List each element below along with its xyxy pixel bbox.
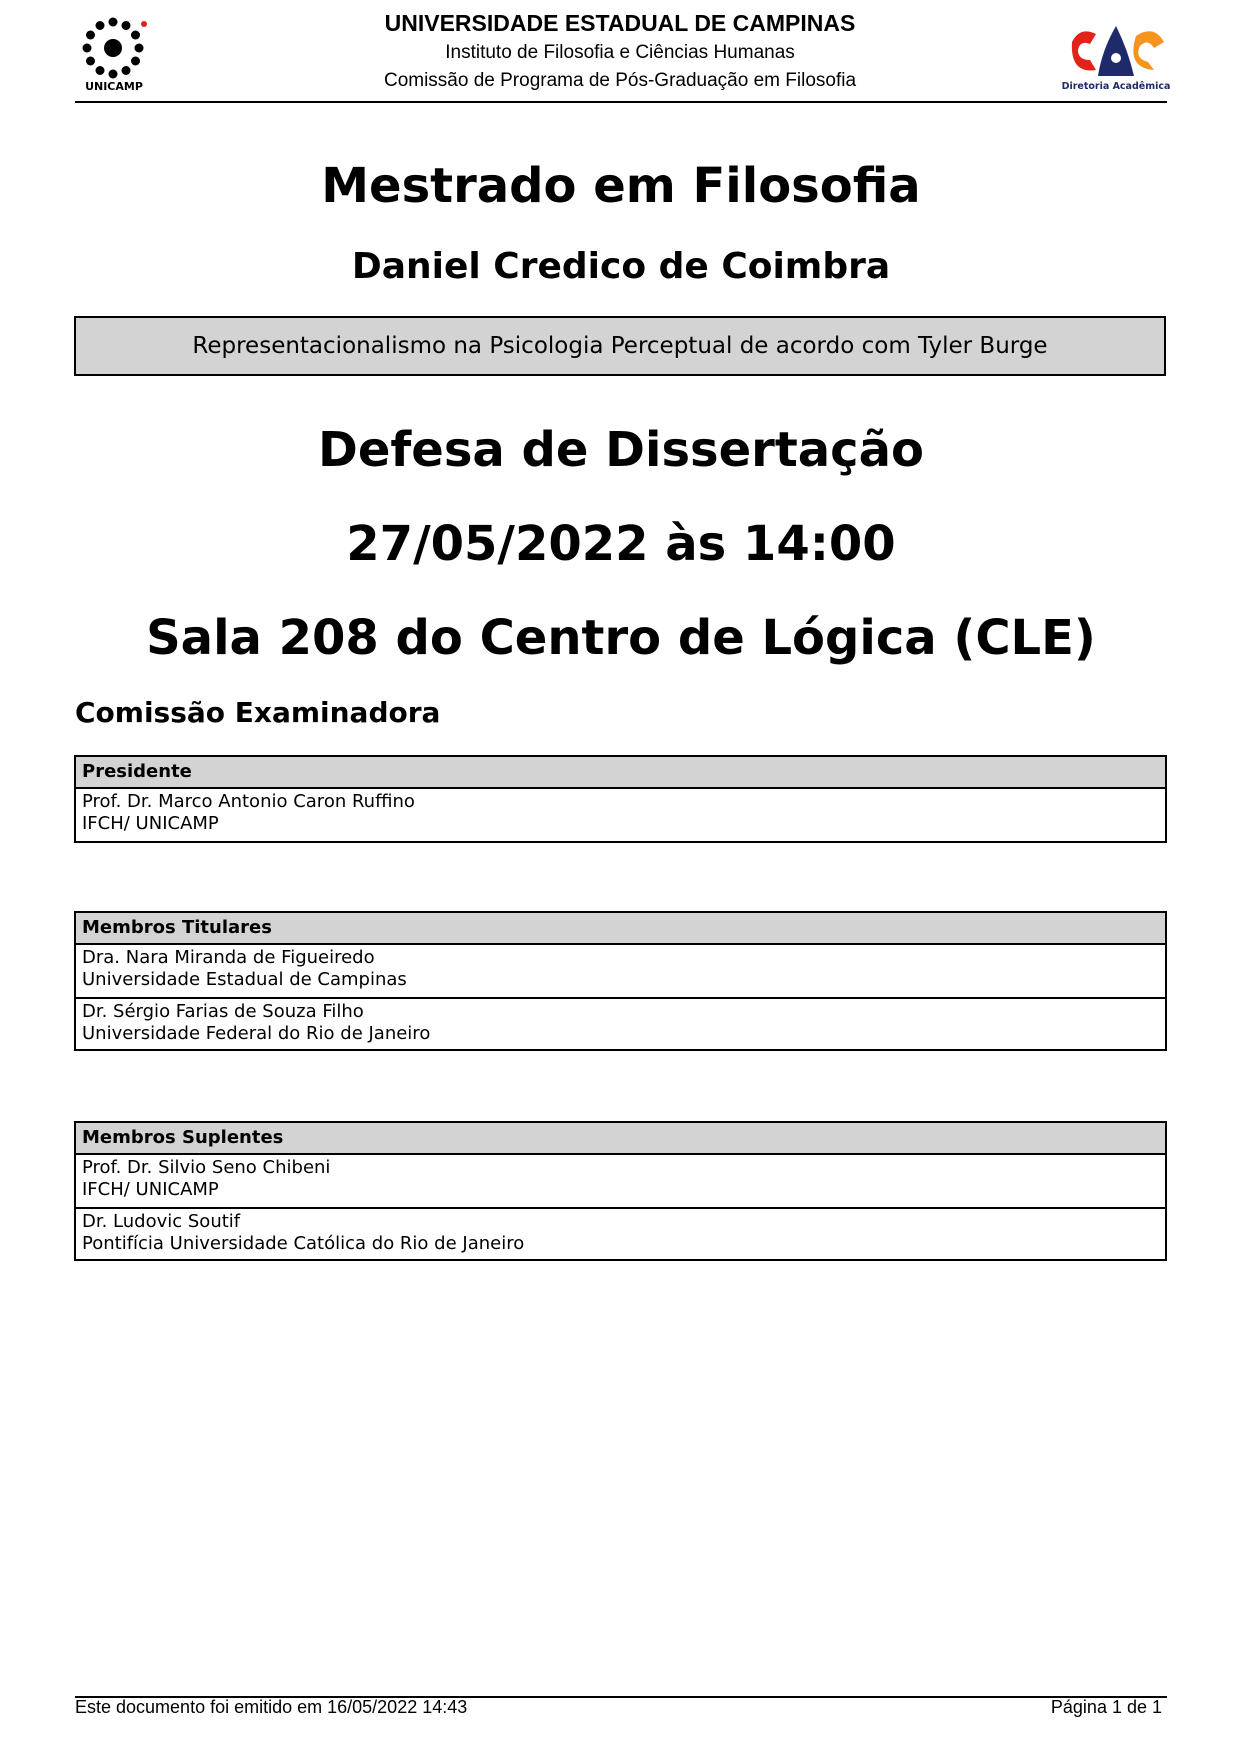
member-institution: IFCH/ UNICAMP xyxy=(82,1179,219,1200)
suplentes-table xyxy=(74,1121,1167,1261)
institute-name: Instituto de Filosofia e Ciências Humanas xyxy=(445,42,795,63)
table-row xyxy=(76,789,1165,841)
member-name: Dr. Ludovic Soutif xyxy=(82,1211,241,1232)
thesis-title-box: Representacionalismo na Psicologia Perceptual de acordo com Tyler Burge xyxy=(74,316,1166,376)
defense-type: Defesa de Dissertação xyxy=(318,422,924,478)
presidente-table xyxy=(74,755,1167,843)
titulares-table xyxy=(74,911,1167,1051)
diretoria-academica-logo xyxy=(1062,20,1170,94)
unicamp-logo xyxy=(80,16,154,92)
svg-text:Diretoria Acadêmica: Diretoria Acadêmica xyxy=(1062,81,1170,92)
svg-text:UNICAMP: UNICAMP xyxy=(85,80,143,92)
table-header: Membros Suplentes xyxy=(76,1123,1165,1155)
member-name: Prof. Dr. Marco Antonio Caron Ruffino xyxy=(82,791,415,812)
table-row xyxy=(76,1207,1165,1259)
member-institution: Pontifícia Universidade Católica do Rio de Janeiro xyxy=(82,1233,525,1254)
member-institution: IFCH/ UNICAMP xyxy=(82,813,219,834)
table-header: Membros Titulares xyxy=(76,913,1165,945)
defense-place: Sala 208 do Centro de Lógica (CLE) xyxy=(146,610,1096,666)
committee-heading: Comissão Examinadora xyxy=(75,696,441,729)
defense-datetime: 27/05/2022 às 14:00 xyxy=(346,516,896,572)
candidate-name: Daniel Credico de Coimbra xyxy=(351,246,891,287)
member-name: Prof. Dr. Silvio Seno Chibeni xyxy=(82,1157,331,1178)
program-title: Mestrado em Filosofia xyxy=(321,158,921,214)
university-name: UNIVERSIDADE ESTADUAL DE CAMPINAS xyxy=(384,10,856,36)
header-divider xyxy=(75,101,1167,103)
page-number: Página 1 de 1 xyxy=(1050,1697,1162,1717)
table-row xyxy=(76,1155,1165,1207)
table-header: Presidente xyxy=(76,757,1165,789)
table-row xyxy=(76,945,1165,997)
commission-name: Comissão de Programa de Pós-Graduação em Filosofia xyxy=(383,70,857,91)
member-institution: Universidade Federal do Rio de Janeiro xyxy=(82,1023,431,1044)
table-row xyxy=(76,997,1165,1049)
member-institution: Universidade Estadual de Campinas xyxy=(82,969,407,990)
issue-date-note: Este documento foi emitido em 16/05/2022 14:43 xyxy=(75,1697,468,1717)
member-name: Dr. Sérgio Farias de Souza Filho xyxy=(82,1001,364,1022)
member-name: Dra. Nara Miranda de Figueiredo xyxy=(82,947,375,968)
